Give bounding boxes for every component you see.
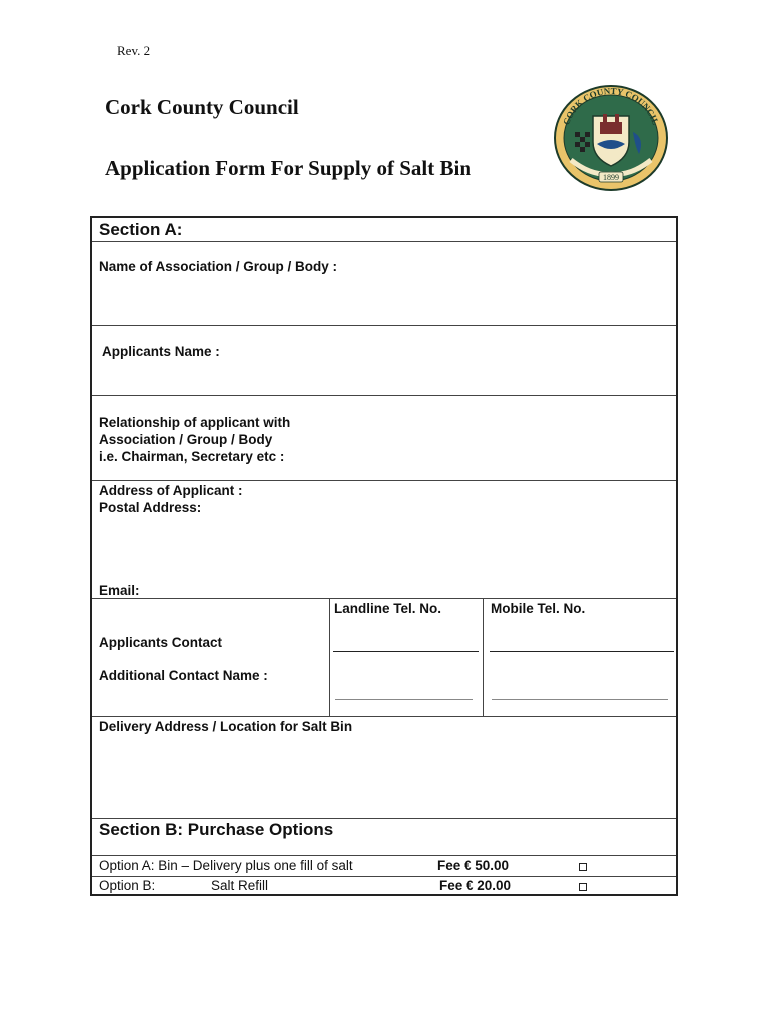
applicant-name-field[interactable] — [94, 326, 674, 394]
divider — [92, 598, 676, 599]
divider — [329, 598, 330, 716]
additional-mobile-field[interactable] — [492, 678, 668, 699]
landline-label: Landline Tel. No. — [334, 601, 442, 616]
section-b-heading: Section B: Purchase Options — [99, 820, 334, 839]
option-a-checkbox[interactable] — [579, 863, 587, 871]
applicant-landline-field[interactable] — [333, 630, 479, 651]
option-a-label: Option A: Bin – Delivery plus one fill of salt — [99, 858, 353, 873]
additional-landline-field[interactable] — [335, 678, 473, 699]
landline-underline — [333, 651, 479, 652]
relationship-label-line-3: i.e. Chairman, Secretary etc : — [99, 449, 285, 464]
divider — [92, 716, 676, 717]
applicant-mobile-field[interactable] — [490, 630, 674, 651]
divider — [483, 598, 484, 716]
relationship-label-line-2: Association / Group / Body — [99, 432, 273, 447]
council-seal-logo — [553, 84, 669, 192]
mobile-label: Mobile Tel. No. — [491, 601, 586, 616]
option-b-fee: Fee € 20.00 — [439, 878, 512, 893]
applicants-contact-label: Applicants Contact — [99, 635, 223, 650]
divider — [92, 480, 676, 481]
additional-landline-underline — [335, 699, 473, 700]
application-form — [90, 216, 678, 896]
email-label: Email: — [99, 583, 140, 598]
association-name-field[interactable] — [94, 242, 674, 324]
association-name-label: Name of Association / Group / Body : — [99, 259, 338, 274]
applicant-name-label: Applicants Name : — [102, 344, 220, 359]
postal-address-field[interactable] — [94, 516, 674, 576]
relationship-label-line-1: Relationship of applicant with — [99, 415, 291, 430]
postal-address-label: Postal Address: — [99, 500, 202, 515]
divider — [92, 876, 676, 877]
option-b-checkbox[interactable] — [579, 883, 587, 891]
additional-contact-label: Additional Contact Name : — [99, 668, 268, 683]
svg-text:CORK COUNTY COUNCIL: CORK COUNTY COUNCIL — [561, 85, 661, 127]
option-b-label: Option B: — [99, 878, 156, 893]
divider — [92, 818, 676, 819]
relationship-field[interactable] — [322, 396, 674, 479]
mobile-underline — [490, 651, 674, 652]
delivery-address-field[interactable] — [94, 736, 674, 816]
email-field[interactable] — [152, 580, 672, 597]
additional-mobile-underline — [492, 699, 668, 700]
revision-label: Rev. 2 — [117, 43, 151, 58]
section-a-heading: Section A: — [99, 220, 183, 239]
option-a-fee: Fee € 50.00 — [437, 858, 510, 873]
delivery-address-label: Delivery Address / Location for Salt Bin — [99, 719, 353, 734]
divider — [92, 855, 676, 856]
organization-name: Cork County Council — [105, 95, 299, 119]
form-title: Application Form For Supply of Salt Bin — [105, 156, 472, 180]
address-label: Address of Applicant : — [99, 483, 243, 498]
option-b-sub-label: Salt Refill — [211, 878, 269, 893]
svg-text:1899: 1899 — [603, 173, 619, 182]
